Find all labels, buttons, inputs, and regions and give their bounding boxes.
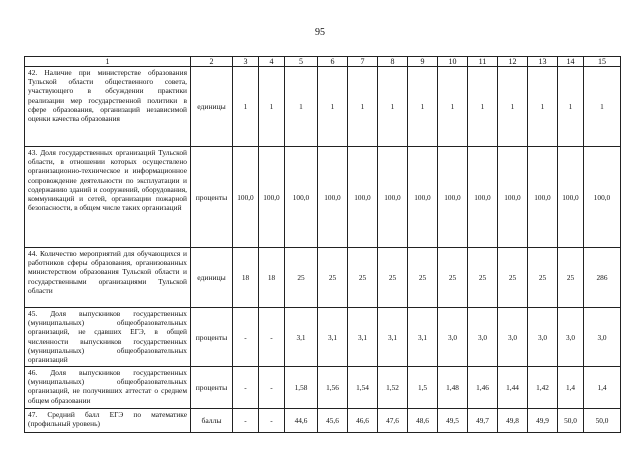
value-cell: 3,0: [468, 308, 498, 367]
value-cell: 100,0: [408, 147, 438, 248]
column-header: 4: [259, 57, 285, 67]
value-cell: 1: [259, 67, 285, 147]
value-cell: 1,4: [584, 367, 621, 409]
value-cell: 1,48: [438, 367, 468, 409]
value-cell: 50,0: [558, 409, 584, 433]
value-cell: 25: [468, 248, 498, 308]
table-row: [25, 147, 621, 248]
value-cell: 1: [408, 67, 438, 147]
table-row: [25, 409, 621, 433]
unit-cell: проценты: [191, 147, 233, 248]
value-cell: 100,0: [584, 147, 621, 248]
value-cell: 1: [378, 67, 408, 147]
value-cell: -: [233, 367, 259, 409]
value-cell: 3,1: [408, 308, 438, 367]
table-row: [25, 308, 621, 367]
value-cell: 286: [584, 248, 621, 308]
value-cell: 1,46: [468, 367, 498, 409]
value-cell: 50,0: [584, 409, 621, 433]
value-cell: 3,1: [348, 308, 378, 367]
table-row: [25, 248, 621, 308]
value-cell: 49,7: [468, 409, 498, 433]
value-cell: 100,0: [558, 147, 584, 248]
value-cell: 25: [528, 248, 558, 308]
value-cell: 100,0: [528, 147, 558, 248]
value-cell: 100,0: [285, 147, 318, 248]
value-cell: -: [259, 367, 285, 409]
value-cell: 1,44: [498, 367, 528, 409]
value-cell: -: [233, 308, 259, 367]
value-cell: 100,0: [468, 147, 498, 248]
value-cell: 3,0: [558, 308, 584, 367]
unit-cell: проценты: [191, 308, 233, 367]
column-header: 3: [233, 57, 259, 67]
value-cell: 47,6: [378, 409, 408, 433]
value-cell: 44,6: [285, 409, 318, 433]
table-row: [25, 67, 621, 147]
column-header: 10: [438, 57, 468, 67]
unit-cell: единицы: [191, 67, 233, 147]
indicator-cell: 44. Количество мероприятий для обучающихся и работников сферы образования, организованных министерством образования Тульской области и государственными организациями Тульской области: [25, 248, 191, 308]
value-cell: 49,5: [438, 409, 468, 433]
value-cell: 3,0: [498, 308, 528, 367]
value-cell: 45,6: [318, 409, 348, 433]
value-cell: 48,6: [408, 409, 438, 433]
value-cell: 25: [558, 248, 584, 308]
unit-cell: баллы: [191, 409, 233, 433]
column-header: 9: [408, 57, 438, 67]
value-cell: 25: [318, 248, 348, 308]
value-cell: 1,58: [285, 367, 318, 409]
column-header: 1: [25, 57, 191, 67]
value-cell: 1: [285, 67, 318, 147]
column-header: 7: [348, 57, 378, 67]
value-cell: 3,0: [584, 308, 621, 367]
value-cell: 100,0: [348, 147, 378, 248]
value-cell: 1: [233, 67, 259, 147]
value-cell: 1: [528, 67, 558, 147]
column-header: 14: [558, 57, 584, 67]
value-cell: 3,0: [438, 308, 468, 367]
column-header: 11: [468, 57, 498, 67]
value-cell: 25: [378, 248, 408, 308]
indicator-cell: 45. Доля выпускников государственных (муниципальных) общеобразовательных организаций, не сдавших ЕГЭ, в общей численности выпускников государственных (муниципальных) общеобразовательных организаций: [25, 308, 191, 367]
unit-cell: единицы: [191, 248, 233, 308]
table-body: [25, 67, 621, 433]
value-cell: 25: [438, 248, 468, 308]
value-cell: 100,0: [318, 147, 348, 248]
column-header: 12: [498, 57, 528, 67]
value-cell: 25: [285, 248, 318, 308]
value-cell: -: [233, 409, 259, 433]
value-cell: 100,0: [378, 147, 408, 248]
value-cell: 1,52: [378, 367, 408, 409]
indicator-cell: 43. Доля государственных организаций Тульской области, в отношении которых осуществлено организационно-техническое и информационное сопровождение деятельности по эксплуатации и содержанию зданий и сооружений, оборудования, коммуникаций и сетей, организации пожарной безопасности, в общем числе таких организаций: [25, 147, 191, 248]
column-header: 8: [378, 57, 408, 67]
value-cell: -: [259, 409, 285, 433]
value-cell: 1,54: [348, 367, 378, 409]
value-cell: 1: [348, 67, 378, 147]
value-cell: 3,1: [318, 308, 348, 367]
value-cell: 1,42: [528, 367, 558, 409]
value-cell: 1: [438, 67, 468, 147]
value-cell: 25: [408, 248, 438, 308]
value-cell: 49,9: [528, 409, 558, 433]
unit-cell: проценты: [191, 367, 233, 409]
value-cell: 1: [318, 67, 348, 147]
value-cell: 3,0: [528, 308, 558, 367]
value-cell: 25: [348, 248, 378, 308]
column-header: 13: [528, 57, 558, 67]
indicators-table: [24, 56, 621, 433]
value-cell: 3,1: [378, 308, 408, 367]
value-cell: 100,0: [438, 147, 468, 248]
value-cell: 18: [233, 248, 259, 308]
value-cell: 49,8: [498, 409, 528, 433]
value-cell: -: [259, 308, 285, 367]
value-cell: 100,0: [498, 147, 528, 248]
indicator-cell: 46. Доля выпускников государственных (муниципальных) общеобразовательных организаций, не получивших аттестат о среднем общем образовании: [25, 367, 191, 409]
value-cell: 25: [498, 248, 528, 308]
value-cell: 100,0: [233, 147, 259, 248]
value-cell: 1,5: [408, 367, 438, 409]
column-header: 15: [584, 57, 621, 67]
value-cell: 1: [558, 67, 584, 147]
value-cell: 1: [468, 67, 498, 147]
value-cell: 1,56: [318, 367, 348, 409]
table-header-row: [25, 57, 621, 67]
table-row: [25, 367, 621, 409]
value-cell: 1: [498, 67, 528, 147]
value-cell: 3,1: [285, 308, 318, 367]
column-header: 6: [318, 57, 348, 67]
value-cell: 1,4: [558, 367, 584, 409]
column-header: 2: [191, 57, 233, 67]
page-number: 95: [315, 27, 325, 38]
indicator-cell: 47. Средний балл ЕГЭ по математике (профильный уровень): [25, 409, 191, 433]
indicator-cell: 42. Наличие при министерстве образования Тульской области общественного совета, участвующего в обсуждении практики реализации мер государственной политики в сфере образования, организаций независимой оценки качества образования: [25, 67, 191, 147]
value-cell: 46,6: [348, 409, 378, 433]
value-cell: 100,0: [259, 147, 285, 248]
value-cell: 1: [584, 67, 621, 147]
column-header: 5: [285, 57, 318, 67]
value-cell: 18: [259, 248, 285, 308]
